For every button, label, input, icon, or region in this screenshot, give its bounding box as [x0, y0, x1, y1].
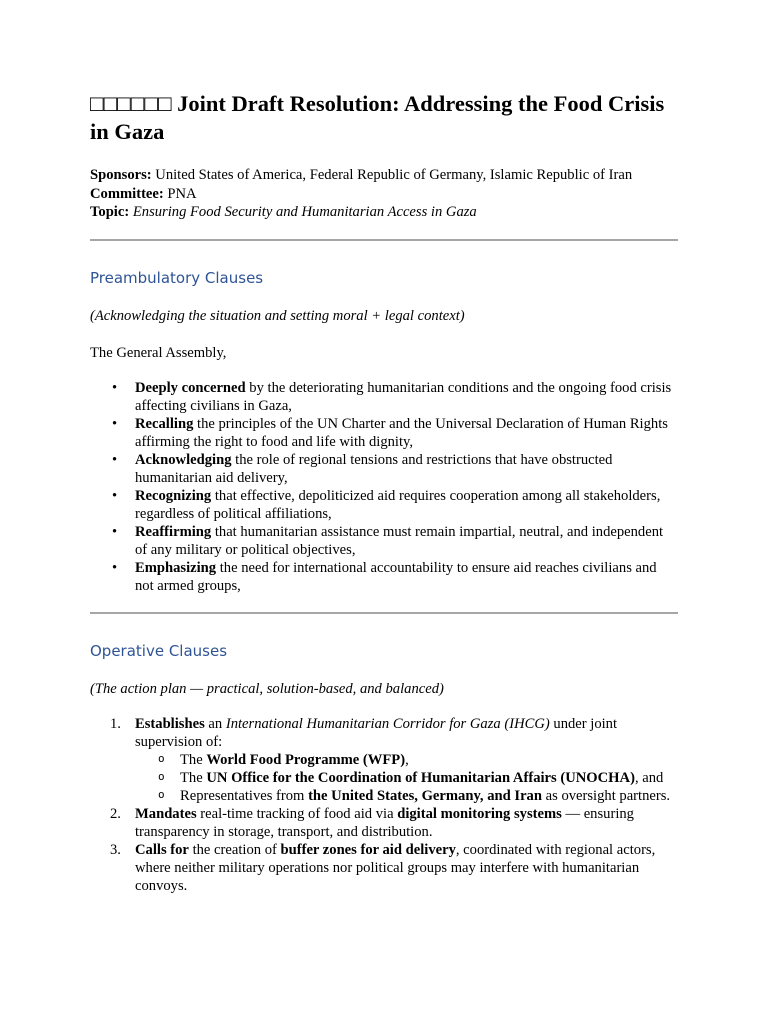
operative-note: (The action plan — practical, solution-based, and balanced)	[90, 680, 444, 697]
clause-italic: International Humanitarian Corridor for Gaza (IHCG)	[225, 715, 550, 732]
clause-keyword: Calls for	[135, 841, 189, 858]
sub-text: The	[180, 769, 207, 786]
clause-keyword: Recalling	[135, 415, 194, 432]
sub-text: ,	[405, 751, 409, 768]
preambulatory-note: (Acknowledging the situation and setting moral + legal context)	[90, 307, 465, 324]
resolution-meta	[90, 166, 678, 222]
committee-value: PNA	[163, 185, 197, 202]
list-item	[135, 415, 678, 451]
sub-list-item	[180, 769, 678, 787]
sub-text: , and	[634, 769, 664, 786]
clause-text: by the deteriorating humanitarian conditions and the ongoing food crisis affecting civilians in Gaza,	[135, 379, 672, 414]
topic-label: Topic:	[90, 204, 130, 220]
section-divider	[90, 612, 678, 614]
sub-bold: UN Office for the Coordination of Humanitarian Affairs (UNOCHA)	[206, 769, 635, 786]
clause-text: the principles of the UN Charter and the Universal Declaration of Human Rights affirming the right to food and life with dignity,	[135, 415, 668, 450]
document-title: □□□□□□ Joint Draft Resolution: Addressing the Food Crisis in Gaza	[90, 91, 665, 144]
list-item	[135, 487, 678, 523]
sub-list-item	[180, 751, 678, 769]
sub-bold: the United States, Germany, and Iran	[308, 787, 542, 804]
clause-bold: buffer zones for aid delivery	[280, 841, 456, 858]
clause-text: the need for international accountability to ensure aid reaches civilians and not armed groups,	[135, 559, 657, 594]
list-item	[135, 451, 678, 487]
clause-bold: digital monitoring systems	[397, 805, 562, 822]
preambulatory-heading: Preambulatory Clauses	[90, 268, 264, 287]
preambulatory-list	[90, 379, 678, 595]
committee-label: Committee:	[90, 185, 164, 202]
clause-keyword: Acknowledging	[135, 451, 232, 468]
clause-text: , coordinated with regional actors, where neither military operations nor political groups may interfere with humanitarian convoys.	[135, 841, 656, 894]
sponsors-line	[90, 166, 678, 185]
clause-keyword: Establishes	[135, 715, 205, 732]
preambulatory-intro: The General Assembly,	[90, 344, 227, 361]
list-item	[110, 715, 678, 805]
clause-keyword: Mandates	[135, 805, 197, 822]
clause-text: an	[204, 715, 226, 732]
list-item	[135, 379, 678, 415]
sub-text: The	[180, 751, 207, 768]
clause-keyword: Recognizing	[135, 487, 212, 504]
clause-number: 1.	[110, 715, 121, 732]
clause-text: that humanitarian assistance must remain impartial, neutral, and independent of any military or political objectives,	[135, 523, 664, 558]
clause-text: under joint supervision of:	[135, 715, 618, 750]
section-divider	[90, 239, 678, 241]
sub-list-item	[180, 787, 678, 805]
clause-text: that effective, depoliticized aid requires cooperation among all stakeholders, regardless of political affiliations,	[135, 487, 661, 522]
clause-text: the creation of	[188, 841, 281, 858]
operative-list	[90, 715, 678, 895]
sub-list	[135, 751, 678, 805]
clause-keyword: Reaffirming	[135, 523, 212, 540]
list-item	[110, 841, 678, 895]
list-item	[135, 523, 678, 559]
clause-number: 3.	[110, 841, 121, 858]
clause-number: 2.	[110, 805, 121, 822]
list-item	[110, 805, 678, 841]
clause-text: real-time tracking of food aid via	[196, 805, 398, 822]
clause-keyword: Emphasizing	[135, 559, 217, 576]
sponsors-label: Sponsors:	[90, 167, 152, 183]
topic-line	[90, 203, 678, 222]
list-item	[135, 559, 678, 595]
sub-text: as oversight partners.	[541, 787, 671, 804]
topic-value: Ensuring Food Security and Humanitarian Access in Gaza	[132, 204, 477, 220]
committee-line	[90, 185, 678, 204]
clause-keyword: Deeply concerned	[135, 379, 246, 396]
clause-text: the role of regional tensions and restrictions that have obstructed humanitarian aid delivery,	[135, 451, 613, 486]
sub-text: Representatives from	[180, 787, 309, 804]
clause-text: — ensuring transparency in storage, transport, and distribution.	[135, 805, 634, 840]
operative-heading: Operative Clauses	[90, 641, 228, 660]
sub-bold: World Food Programme (WFP)	[206, 751, 406, 768]
sponsors-value: United States of America, Federal Republic of Germany, Islamic Republic of Iran	[151, 167, 633, 183]
